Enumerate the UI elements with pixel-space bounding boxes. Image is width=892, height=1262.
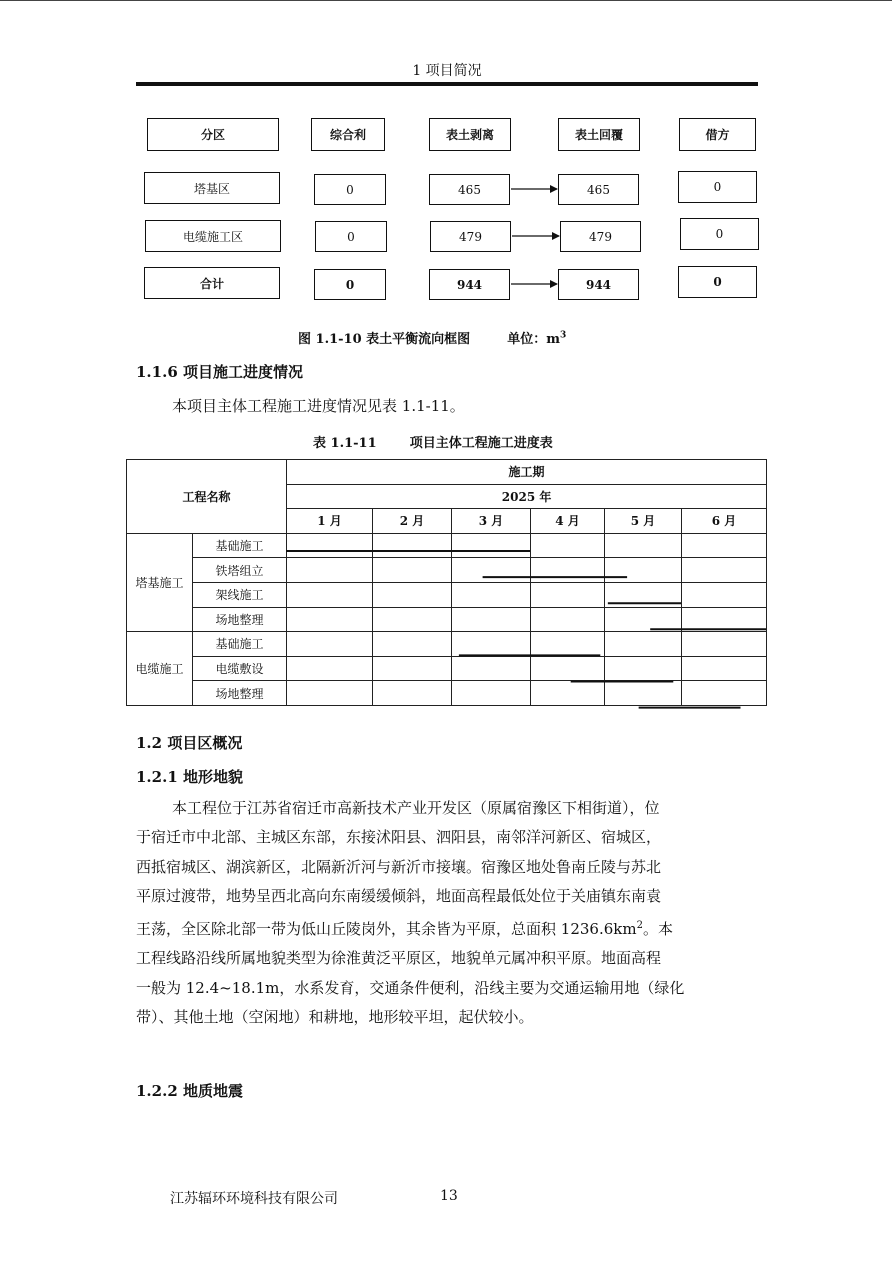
flow-comprehensive-total: 0 xyxy=(314,269,386,300)
terrain-line: 本工程位于江苏省宿迁市高新技术产业开发区（原属宿豫区下相街道），位 xyxy=(172,799,660,817)
flow-header-strip: 表土剥离 xyxy=(429,118,511,151)
month-header: 2 月 xyxy=(373,509,452,534)
month-header: 5 月 xyxy=(605,509,682,534)
task-name: 架线施工 xyxy=(193,582,287,607)
task-name: 场地整理 xyxy=(193,681,287,706)
figure-unit-label: 单位： xyxy=(507,332,547,347)
flow-borrow-cable: 0 xyxy=(680,218,759,250)
terrain-line: 于宿迁市中北部、主城区东部，东接沭阳县、泗阳县，南邻洋河新区、宿城区， xyxy=(136,828,662,847)
heading-1-1-6: 1.1.6 项目施工进度情况 xyxy=(136,363,303,381)
task-name: 电缆敷设 xyxy=(193,656,287,681)
group-cable: 电缆施工 xyxy=(127,632,193,706)
group-tower: 塔基施工 xyxy=(127,533,193,631)
flow-cover-cable: 479 xyxy=(560,221,641,252)
month-header: 3 月 xyxy=(452,509,531,534)
flow-strip-cable: 479 xyxy=(430,221,511,252)
footer-page-number: 13 xyxy=(440,1188,458,1204)
month-header: 4 月 xyxy=(531,509,605,534)
figure-caption-title: 图 1.1-10 表土平衡流向框图 xyxy=(298,332,471,347)
flow-header-comprehensive: 综合利 xyxy=(311,118,385,151)
heading-1-2: 1.2 项目区概况 xyxy=(136,734,243,752)
figure-caption xyxy=(298,328,566,347)
flow-header-borrow: 借方 xyxy=(679,118,756,151)
figure-unit-sup: 3 xyxy=(560,330,567,341)
task-name: 基础施工 xyxy=(193,632,287,657)
flow-borrow-total: 0 xyxy=(678,266,757,298)
schedule-name-header: 工程名称 xyxy=(127,460,287,534)
task-name: 场地整理 xyxy=(193,607,287,632)
month-header: 6 月 xyxy=(682,509,767,534)
table-caption xyxy=(313,432,553,451)
flow-borrow-tower: 0 xyxy=(678,171,757,203)
flow-zone-tower: 塔基区 xyxy=(144,172,280,204)
flow-strip-total: 944 xyxy=(429,269,510,300)
table-caption-number: 表 1.1-11 xyxy=(313,436,377,451)
flow-cover-tower: 465 xyxy=(558,174,639,205)
table-caption-title: 项目主体工程施工进度表 xyxy=(409,436,553,451)
flow-comprehensive-tower: 0 xyxy=(314,174,386,205)
flow-header-cover: 表土回覆 xyxy=(558,118,640,151)
terrain-paragraph xyxy=(136,794,758,1032)
flow-comprehensive-cable: 0 xyxy=(315,221,387,252)
terrain-line: 工程线路沿线所属地貌类型为徐淮黄泛平原区，地貌单元属冲积平原。地面高程 xyxy=(136,949,662,968)
flow-zone-total: 合计 xyxy=(144,267,280,299)
terrain-line: 王荡，全区除北部一带为低山丘陵岗外，其余皆为平原，总面积 $1236.6km^2$。本 xyxy=(136,920,673,939)
intro-paragraph: 本项目主体工程施工进度情况见表 1.1-11。 xyxy=(172,397,465,415)
heading-1-2-2: 1.2.2 地质地震 xyxy=(136,1082,243,1100)
flow-header-zone: 分区 xyxy=(147,118,279,151)
flow-strip-tower: 465 xyxy=(429,174,510,205)
terrain-line: 带）、其他土地（空闲地）和耕地，地形较平坦，起伏较小。 xyxy=(136,1008,534,1027)
footer-company: 江苏辐环环境科技有限公司 xyxy=(170,1191,338,1207)
flow-arrows xyxy=(0,0,892,320)
schedule-year: 2025 年 xyxy=(287,484,767,509)
terrain-line: 西抵宿城区、湖滨新区，北隔新沂河与新沂市接壤。宿豫区地处鲁南丘陵与苏北 xyxy=(136,857,662,876)
flow-cover-total: 944 xyxy=(558,269,639,300)
heading-1-2-1: 1.2.1 地形地貌 xyxy=(136,768,243,786)
task-name: 基础施工 xyxy=(193,533,287,558)
month-header: 1 月 xyxy=(287,509,373,534)
schedule-table xyxy=(126,459,767,706)
terrain-line: 一般为 12.4~18.1m，水系发育，交通条件便利，沿线主要为交通运输用地（绿化 xyxy=(136,978,685,997)
flow-zone-cable: 电缆施工区 xyxy=(145,220,281,252)
schedule-period-header: 施工期 xyxy=(287,460,767,485)
task-name: 铁塔组立 xyxy=(193,558,287,583)
running-header: 1 项目简况 xyxy=(412,63,482,79)
terrain-line: 平原过渡带，地势呈西北高向东南缓缓倾斜，地面高程最低处位于关庙镇东南袁 xyxy=(136,886,662,905)
figure-unit: m xyxy=(546,332,560,347)
